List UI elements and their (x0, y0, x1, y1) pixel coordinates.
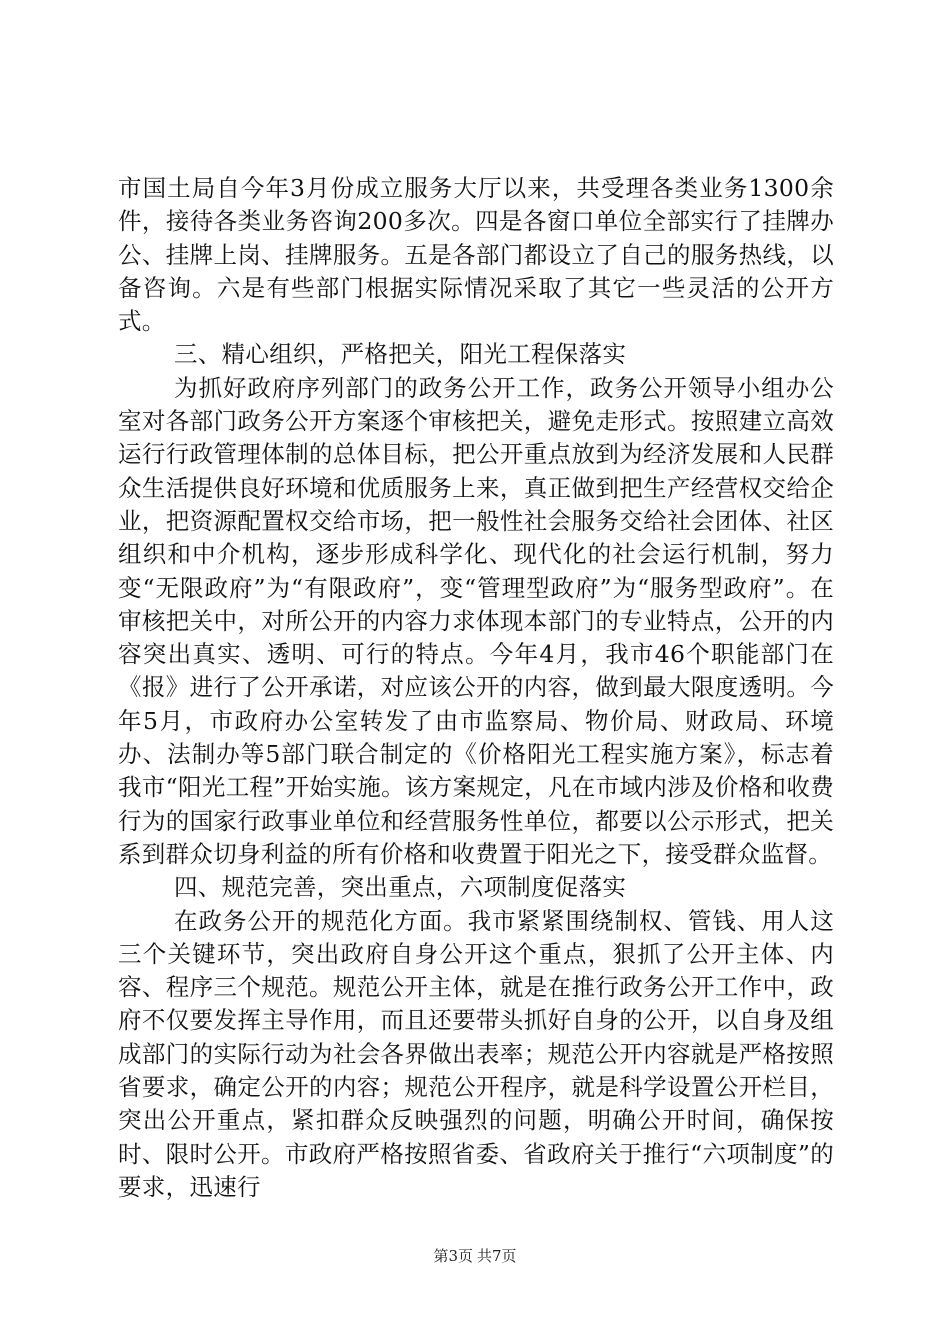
section-heading-four: 四、规范完善，突出重点，六项制度促落实 (174, 873, 627, 902)
document-body (118, 172, 834, 1204)
paragraph-continued: 市国土局自今年3月份成立服务大厅以来，共受理各类业务1300余件，接待各类业务咨询200多次。四是各窗口单位全部实行了挂牌办公、挂牌上岗、挂牌服务。五是各部门都设立了自己的服务热线，以备咨询。六是有些部门根据实际情况采取了其它一些灵活的公开方式。 (118, 174, 834, 336)
page-number: 第3页 (433, 1247, 473, 1265)
section-heading-three: 三、精心组织，严格把关，阳光工程保落实 (174, 340, 627, 369)
page-footer (0, 1246, 950, 1266)
paragraph-section-four: 在政务公开的规范化方面。我市紧紧围绕制权、管钱、用人这三个关键环节，突出政府自身公开这个重点，狠抓了公开主体、内容、程序三个规范。规范公开主体，就是在推行政务公开工作中，政府不仅要发挥主导作用，而且还要带头抓好自身的公开，以自身及组成部门的实际行动为社会各界做出表率；规范公开内容就是严格按照省要求，确定公开的内容；规范公开程序，就是科学设置公开栏目，突出公开重点，紧扣群众反映强烈的问题，明确公开时间，确保按时、限时公开。市政府严格按照省委、省政府关于推行“六项制度”的要求，迅速行 (118, 906, 834, 1201)
paragraph-section-three: 为抓好政府序列部门的政务公开工作，政务公开领导小组办公室对各部门政务公开方案逐个审核把关，避免走形式。按照建立高效运行行政管理体制的总体目标，把公开重点放到为经济发展和人民群众生活提供良好环境和优质服务上来，真正做到把生产经营权交给企业，把资源配置权交给市场，把一般性社会服务交给社会团体、社区组织和中介机构，逐步形成科学化、现代化的社会运行机制，努力变“无限政府”为“有限政府”，变“管理型政府”为“服务型政府”。在审核把关中，对所公开的内容力求体现本部门的专业特点，公开的内容突出真实、透明、可行的特点。今年4月，我市46个职能部门在《报》进行了公开承诺，对应该公开的内容，做到最大限度透明。今年5月，市政府办公室转发了由市监察局、物价局、财政局、环境办、法制办等5部门联合制定的《价格阳光工程实施方案》，标志着我市“阳光工程”开始实施。该方案规定，凡在市域内涉及价格和收费行为的国家行政事业单位和经营服务性单位，都要以公示形式，把关系到群众切身利益的所有价格和收费置于阳光之下，接受群众监督。 (118, 373, 834, 868)
page-total: 共7页 (477, 1247, 517, 1265)
